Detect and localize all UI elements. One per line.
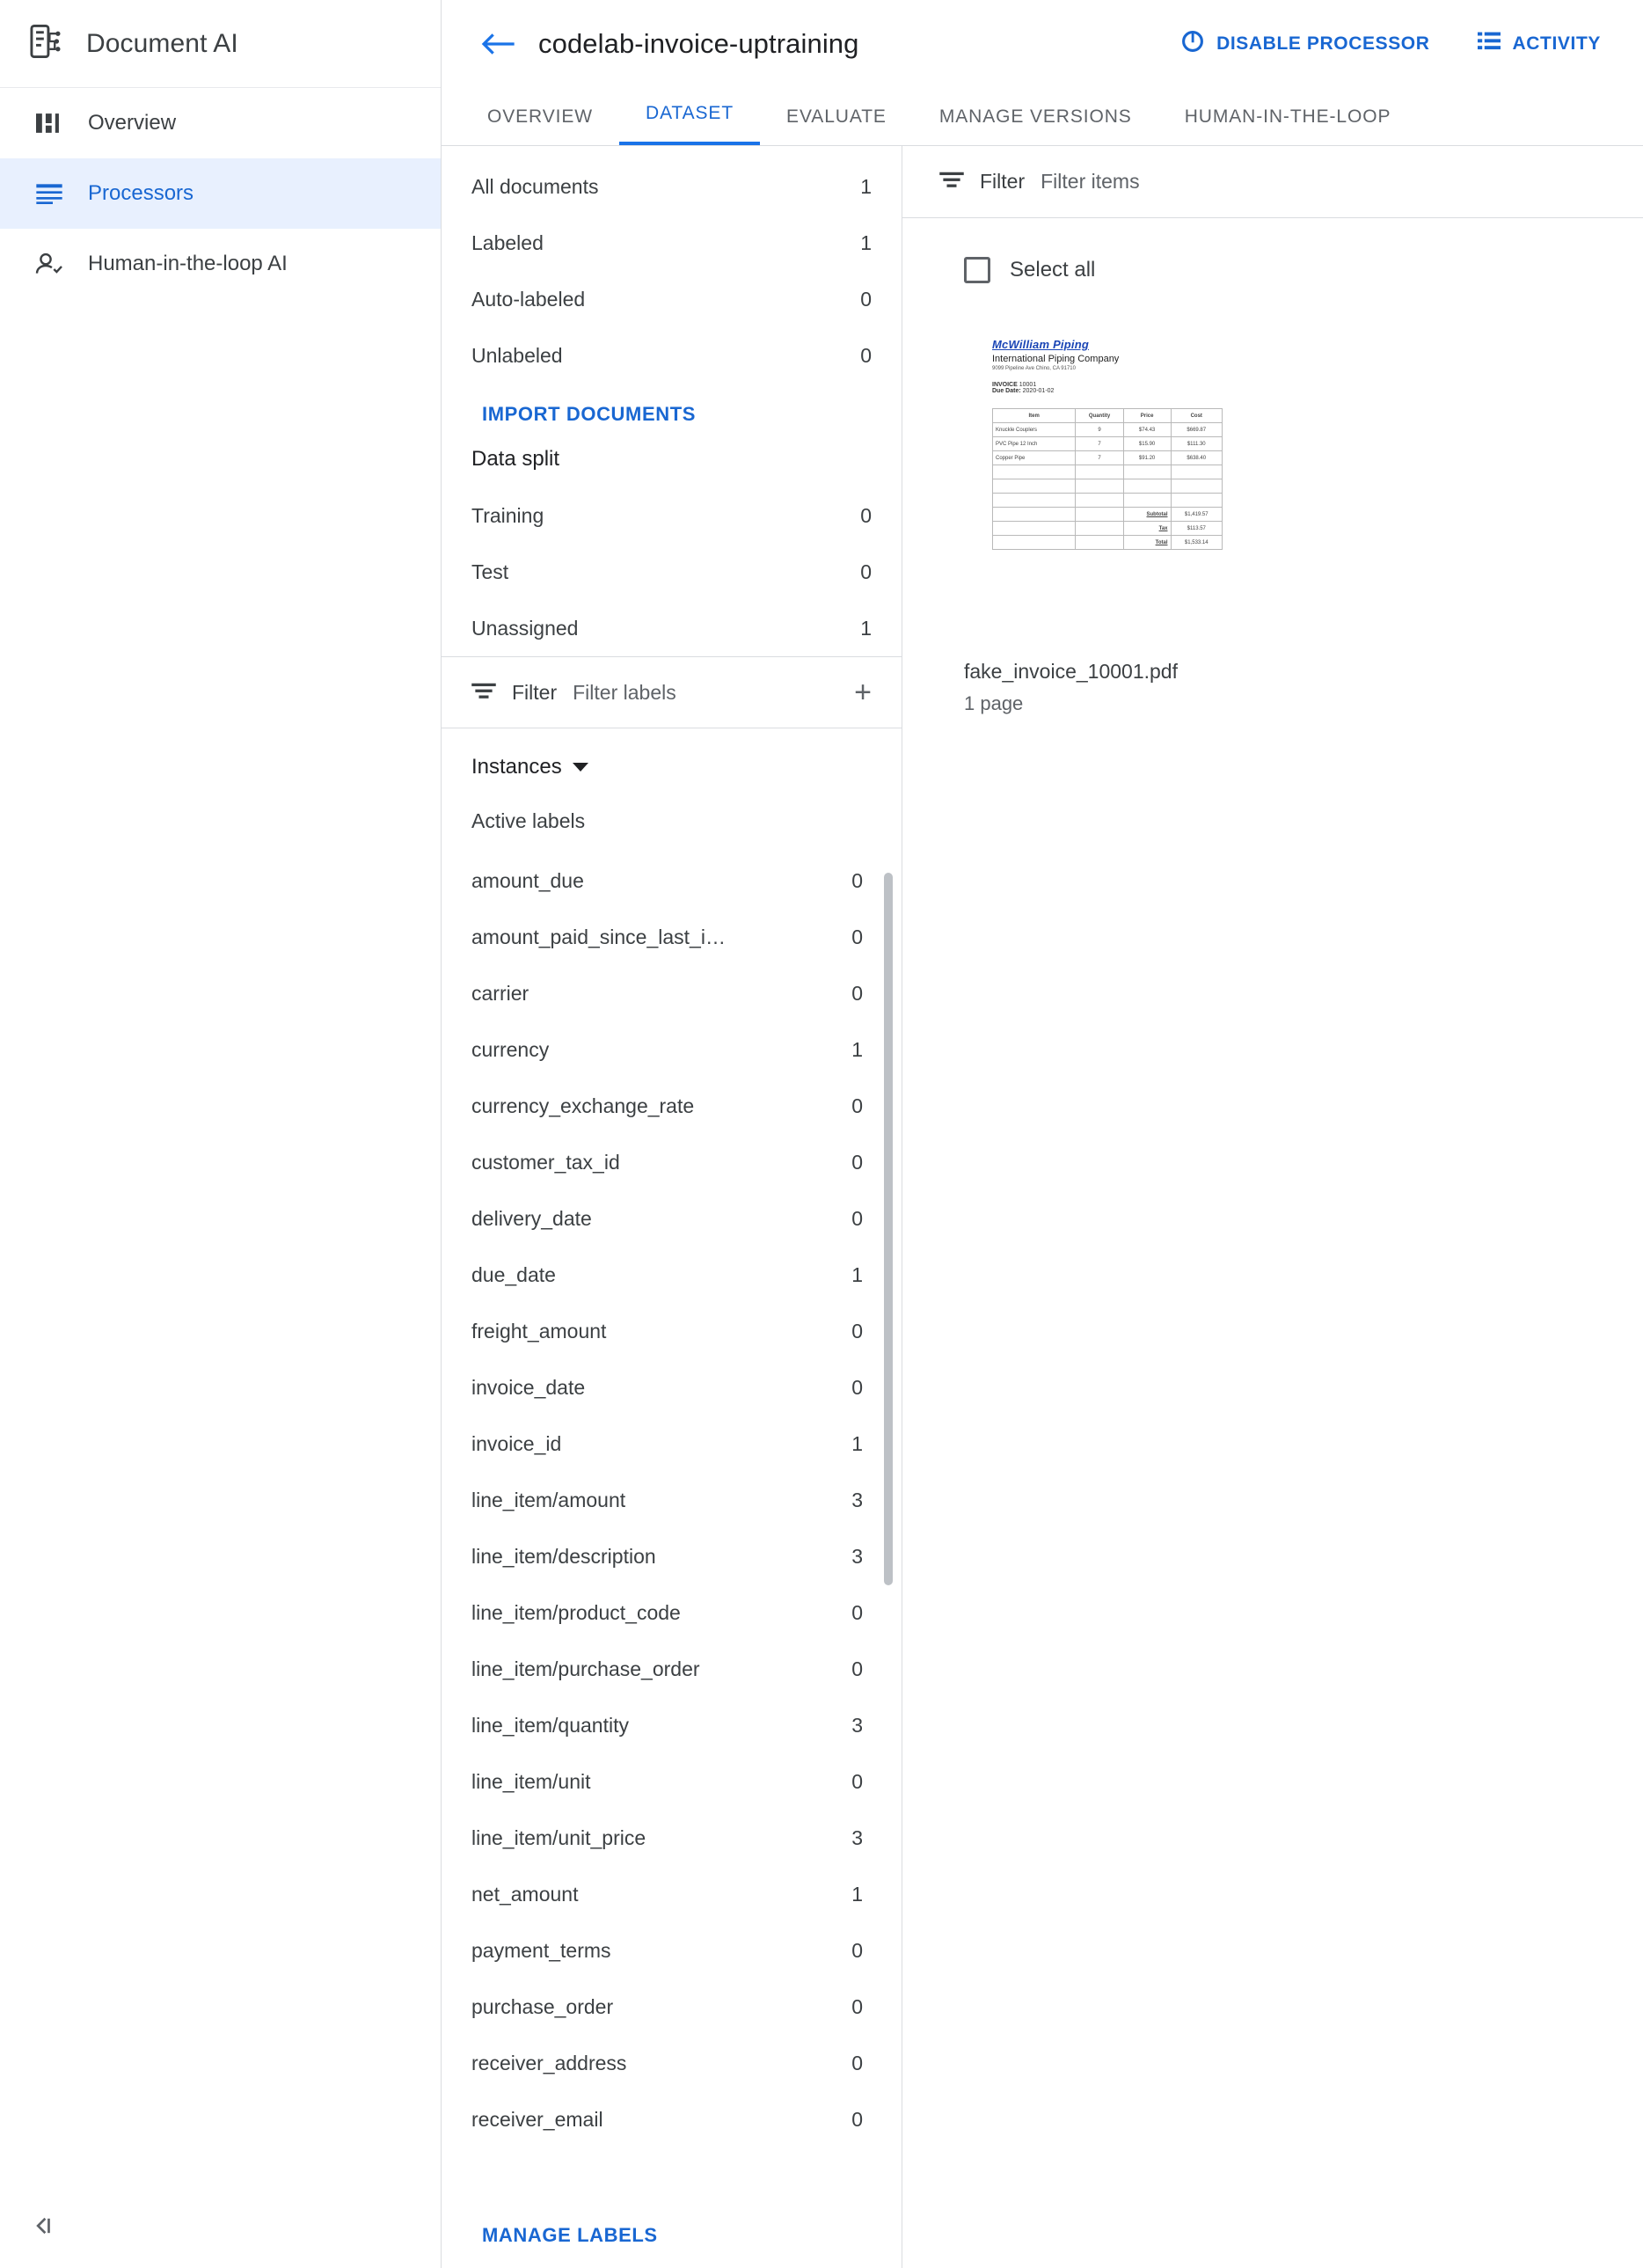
active-labels-title: Active labels (471, 809, 586, 832)
label-name: line_item/amount (471, 1488, 626, 1511)
product-brand (0, 0, 441, 88)
label-name: receiver_email (471, 2107, 603, 2131)
label-count: 0 (851, 1994, 863, 2018)
documents-panel (902, 146, 1643, 2268)
split-label: Training (471, 503, 544, 527)
table-row-empty (993, 479, 1223, 494)
tab-bar (442, 88, 1643, 146)
label-row[interactable] (442, 1866, 902, 1922)
instances-dropdown[interactable] (442, 728, 902, 795)
document-name: fake_invoice_10001.pdf (964, 660, 1178, 683)
labels-list (442, 795, 902, 2205)
label-name: line_item/quantity (471, 1713, 629, 1737)
label-count: 0 (851, 1600, 863, 1624)
content-area (442, 146, 1643, 2268)
label-name: line_item/description (471, 1544, 656, 1568)
split-value: 0 (860, 560, 872, 583)
label-name: line_item/unit (471, 1769, 591, 1793)
label-row[interactable] (442, 1584, 902, 1641)
document-page-count: 1 page (964, 692, 1024, 714)
cell-item: PVC Pipe 12 Inch (993, 437, 1076, 451)
label-row[interactable] (442, 1922, 902, 1979)
items-filter-bar (902, 146, 1643, 218)
label-name: line_item/purchase_order (471, 1657, 700, 1680)
label-count: 0 (851, 1150, 863, 1174)
thumbnail-subtitle: International Piping Company (992, 354, 1120, 364)
label-count: 0 (851, 925, 863, 948)
cell-cost: $638.40 (1171, 451, 1223, 465)
label-count: 0 (851, 1206, 863, 1230)
sidebar-item-label: Overview (88, 111, 177, 135)
tab-manage-versions[interactable]: MANAGE VERSIONS (938, 106, 1132, 127)
filter-label: Filter (512, 680, 558, 704)
left-navigation (0, 0, 442, 2268)
label-name: amount_due (471, 868, 584, 892)
label-name: carrier (471, 981, 529, 1005)
label-count: 0 (851, 1769, 863, 1793)
data-split-title: Data split (471, 447, 560, 471)
label-name: payment_terms (471, 1938, 611, 1962)
label-row[interactable] (442, 1021, 902, 1078)
column-header: Price (1123, 409, 1171, 423)
label-name: freight_amount (471, 1319, 607, 1343)
column-header: Item (993, 409, 1076, 423)
count-row-all-documents[interactable] (442, 158, 902, 215)
top-bar (442, 0, 1643, 88)
split-value: 1 (860, 616, 872, 640)
count-label: Auto-labeled (471, 287, 586, 311)
disable-circle-icon (1181, 30, 1204, 58)
label-count: 0 (851, 1319, 863, 1343)
label-row[interactable] (442, 1416, 902, 1472)
label-count: 0 (851, 1094, 863, 1117)
cell-price: $15.90 (1123, 437, 1171, 451)
label-row[interactable] (442, 1753, 902, 1810)
label-row[interactable] (442, 1190, 902, 1247)
add-label-icon[interactable]: + (854, 676, 872, 709)
data-split-counts (442, 487, 902, 656)
thumbnail-invoice-id: 10001 (1019, 382, 1037, 388)
product-title: Document AI (86, 28, 238, 58)
disable-processor-label: DISABLE PROCESSOR (1216, 33, 1430, 54)
label-row[interactable] (442, 1810, 902, 1866)
dashboard-icon (33, 107, 65, 139)
table-row (993, 437, 1223, 451)
label-row[interactable] (442, 852, 902, 909)
label-name: receiver_address (471, 2051, 627, 2074)
split-label: Test (471, 560, 509, 583)
select-all-row[interactable] (902, 218, 1643, 292)
dataset-panel (442, 146, 902, 2268)
document-ai-logo-icon (30, 25, 62, 62)
instances-label: Instances (471, 755, 562, 779)
main-area (442, 0, 1643, 2268)
label-row[interactable] (442, 909, 902, 965)
label-name: line_item/unit_price (471, 1825, 646, 1849)
sidebar-item-human-in-the-loop-ai[interactable] (0, 229, 441, 299)
label-row[interactable] (442, 1641, 902, 1697)
document-thumbnail[interactable] (976, 324, 1238, 637)
count-value: 1 (860, 230, 872, 254)
activity-list-icon (1478, 31, 1501, 57)
tab-human-in-the-loop[interactable]: HUMAN-IN-THE-LOOP (1184, 106, 1391, 127)
select-all-label: Select all (1010, 258, 1096, 282)
table-row-total (993, 522, 1223, 536)
total-label: Tax (1123, 522, 1171, 536)
tab-dataset[interactable]: DATASET (619, 103, 760, 145)
chevron-down-icon (573, 763, 588, 772)
table-row (993, 451, 1223, 465)
import-documents-button[interactable]: IMPORT DOCUMENTS (482, 403, 697, 425)
total-label: Total (1123, 536, 1171, 550)
label-count: 0 (851, 868, 863, 892)
manage-labels-button[interactable]: MANAGE LABELS (482, 2224, 658, 2246)
cell-item: Copper Pipe (993, 451, 1076, 465)
label-count: 0 (851, 2107, 863, 2131)
cell-qty: 7 (1076, 451, 1123, 465)
document-card[interactable] (902, 292, 1272, 715)
count-row-unlabeled[interactable] (442, 327, 902, 384)
label-row[interactable] (442, 1979, 902, 2035)
label-count: 0 (851, 2051, 863, 2074)
label-name: purchase_order (471, 1994, 614, 2018)
label-count: 1 (851, 1262, 863, 1286)
table-row-empty (993, 494, 1223, 508)
split-row-unassigned[interactable] (442, 600, 902, 656)
filter-label: Filter (980, 170, 1026, 193)
sidebar-item-processors[interactable] (0, 158, 441, 229)
total-value: $1,533.14 (1171, 536, 1223, 550)
table-row-total (993, 536, 1223, 550)
cell-cost: $111.30 (1171, 437, 1223, 451)
cell-price: $74.43 (1123, 423, 1171, 437)
label-row[interactable] (442, 1697, 902, 1753)
label-row[interactable] (442, 1359, 902, 1416)
tab-evaluate[interactable]: EVALUATE (786, 106, 887, 127)
label-name: customer_tax_id (471, 1150, 620, 1174)
page-title: codelab-invoice-uptraining (538, 27, 859, 59)
label-name: currency_exchange_rate (471, 1094, 695, 1117)
thumbnail-company: McWilliam Piping (992, 338, 1089, 351)
label-row[interactable] (442, 965, 902, 1021)
label-count: 0 (851, 981, 863, 1005)
label-name: due_date (471, 1262, 556, 1286)
label-row[interactable] (442, 1134, 902, 1190)
thumbnail-due-label: Due Date: (992, 388, 1021, 394)
person-check-icon (33, 248, 65, 280)
table-header-row (993, 409, 1223, 423)
split-row-training[interactable] (442, 487, 902, 544)
label-name: invoice_date (471, 1375, 586, 1399)
label-row[interactable] (442, 1247, 902, 1303)
table-row (993, 423, 1223, 437)
table-row-total (993, 508, 1223, 522)
cell-cost: $669.87 (1171, 423, 1223, 437)
count-label: Labeled (471, 230, 544, 254)
count-row-labeled[interactable] (442, 215, 902, 271)
label-count: 0 (851, 1375, 863, 1399)
label-count: 3 (851, 1488, 863, 1511)
total-label: Subtotal (1123, 508, 1171, 522)
document-counts (442, 146, 902, 389)
cell-qty: 7 (1076, 437, 1123, 451)
label-filter-bar (442, 656, 902, 728)
column-header: Cost (1171, 409, 1223, 423)
sidebar-item-label: Human-in-the-loop AI (88, 252, 288, 275)
filter-labels-input[interactable]: Filter labels (573, 680, 676, 704)
total-value: $1,419.57 (1171, 508, 1223, 522)
total-value: $113.57 (1171, 522, 1223, 536)
label-row[interactable] (442, 1078, 902, 1134)
processors-icon (33, 178, 65, 209)
cell-price: $91.20 (1123, 451, 1171, 465)
sidebar-item-label: Processors (88, 181, 194, 205)
thumbnail-address: 9099 Pipeline Ave Chino, CA 91710 (992, 366, 1076, 371)
label-name: currency (471, 1037, 550, 1061)
thumbnail-due-date: 2020-01-02 (1022, 388, 1055, 394)
thumbnail-invoice-label: INVOICE (992, 382, 1018, 388)
label-row[interactable] (442, 2035, 902, 2091)
label-row[interactable] (442, 1472, 902, 1528)
label-name: delivery_date (471, 1206, 592, 1230)
split-row-test[interactable] (442, 544, 902, 600)
count-row-auto-labeled[interactable] (442, 271, 902, 327)
label-count: 1 (851, 1882, 863, 1906)
filter-icon (471, 681, 496, 705)
disable-processor-button[interactable] (1169, 23, 1442, 65)
split-value: 0 (860, 503, 872, 527)
label-count: 1 (851, 1431, 863, 1455)
count-value: 0 (860, 287, 872, 311)
count-value: 1 (860, 174, 872, 198)
label-count: 0 (851, 1657, 863, 1680)
count-label: Unlabeled (471, 343, 563, 367)
count-label: All documents (471, 174, 599, 198)
table-row-empty (993, 465, 1223, 479)
label-row[interactable] (442, 1303, 902, 1359)
cell-item: Knuckle Couplers (993, 423, 1076, 437)
label-count: 3 (851, 1713, 863, 1737)
filter-items-input[interactable]: Filter items (1041, 170, 1140, 193)
label-row[interactable] (442, 1528, 902, 1584)
label-name: invoice_id (471, 1431, 562, 1455)
cell-qty: 9 (1076, 423, 1123, 437)
activity-label: ACTIVITY (1512, 33, 1601, 54)
label-name: net_amount (471, 1882, 579, 1906)
activity-button[interactable] (1465, 24, 1613, 64)
select-all-checkbox[interactable] (964, 257, 990, 283)
column-header: Quantity (1076, 409, 1123, 423)
label-name: line_item/product_code (471, 1600, 681, 1624)
label-count: 0 (851, 1938, 863, 1962)
label-count: 3 (851, 1825, 863, 1849)
label-count: 3 (851, 1544, 863, 1568)
thumbnail-line-items-table (992, 408, 1223, 550)
filter-icon (939, 170, 964, 194)
back-arrow-icon[interactable] (480, 31, 515, 57)
tab-overview[interactable]: OVERVIEW (487, 106, 594, 127)
collapse-panel-icon[interactable] (26, 2208, 62, 2243)
label-count: 1 (851, 1037, 863, 1061)
sidebar-item-overview[interactable] (0, 88, 441, 158)
split-label: Unassigned (471, 616, 579, 640)
labels-scrollbar[interactable] (884, 873, 893, 1585)
label-name: amount_paid_since_last_i… (471, 925, 726, 948)
count-value: 0 (860, 343, 872, 367)
label-row[interactable] (442, 2091, 902, 2147)
